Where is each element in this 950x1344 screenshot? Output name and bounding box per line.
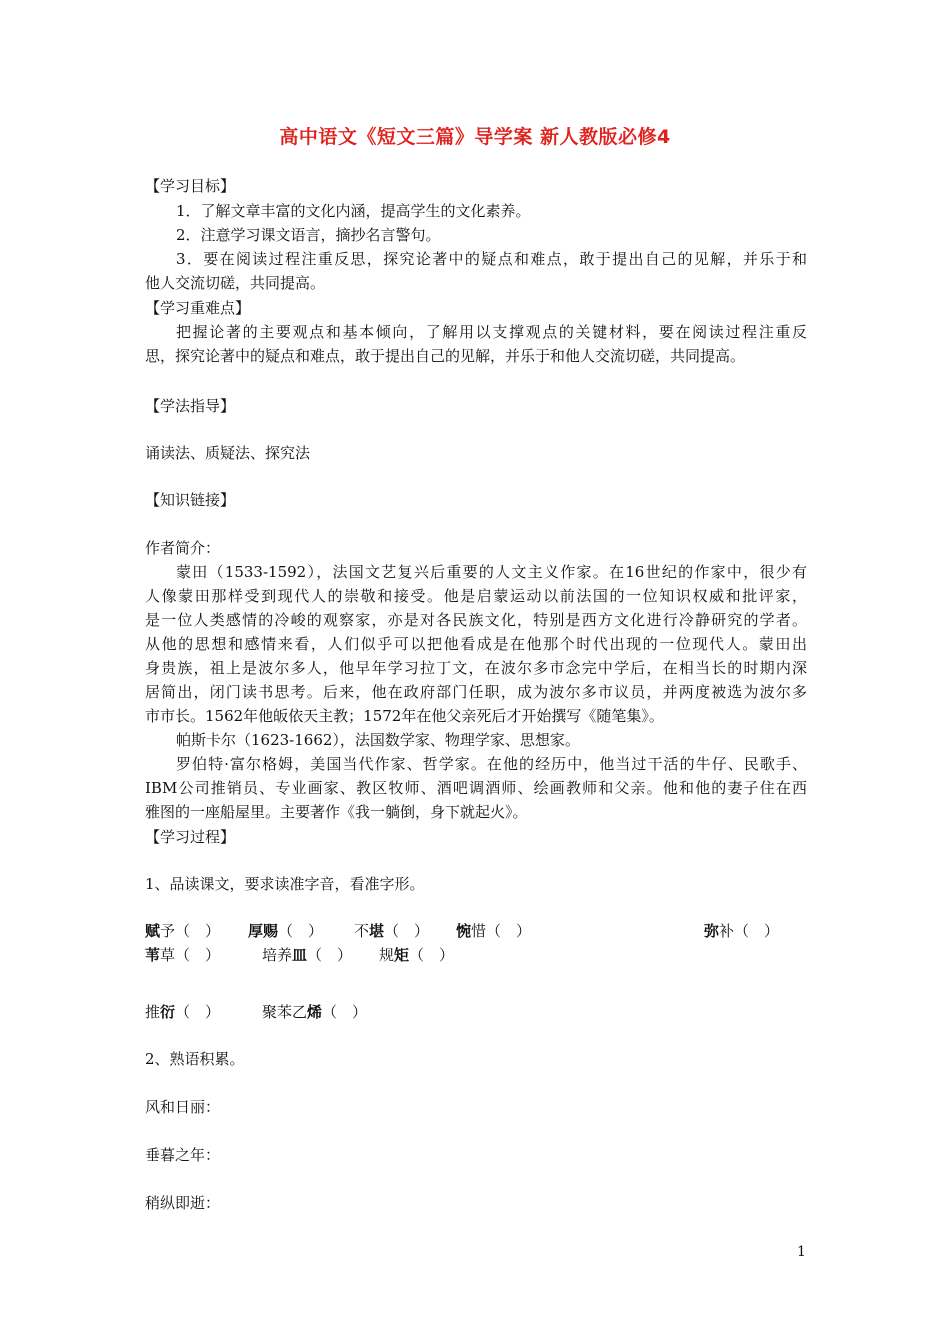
process-step-1: 1、品读课文，要求读准字音，看准字形。	[145, 875, 425, 893]
pronunciation-item: 推衍（ ）	[145, 1003, 221, 1021]
pronunciation-item: 聚苯乙烯（ ）	[262, 1003, 368, 1021]
pronunciation-item: 惋惜（ ）	[456, 922, 532, 940]
montaigne-paragraph-end: 市市长。1562年他皈依天主教；1572年在他父亲死后才开始撰写《随笔集》。	[145, 707, 664, 725]
pronunciation-item: 弥补（ ）	[704, 922, 780, 940]
key-points-text: 把握论著的主要观点和基本倾向，了解用以支撑观点的关键材料，要在阅读过程注重反	[176, 323, 807, 341]
montaigne-paragraph: 人像蒙田那样受到现代人的崇敬和接受。他是启蒙运动以前法国的一位知识权威和批评家， 是一位人类感情的冷峻的观察家，亦是对各民族文化，特别是西方文化进行冷静研究的学者。 从他的思想和感情来看，人们似乎可以把他看成是在他那个时代出现的一位现代人。蒙田出 身贵族，祖上是波尔多人，他早年学习拉丁文，在波尔多市念完中学后，在相当长的时期内深 居简出，闭门读书思考。后来，他在政府部门任职，成为波尔多市议员，并两度被选为波尔多	[145, 587, 807, 701]
idiom-item: 风和日丽：	[145, 1098, 221, 1116]
pascal-intro: 帕斯卡尔（1623-1662），法国数学家、物理学家、思想家。	[176, 731, 580, 749]
document-title: 高中语文《短文三篇》导学案 新人教版必修4	[279, 126, 671, 148]
section-heading-key-points: 【学习重难点】	[145, 299, 251, 317]
pronunciation-row-2	[145, 943, 807, 967]
pronunciation-row-3	[145, 1000, 807, 1024]
montaigne-paragraph: 蒙田（1533-1592），法国文艺复兴后重要的人文主义作家。在16世纪的作家中，很少有	[176, 563, 807, 581]
pronunciation-item: 厚赐（ ）	[248, 922, 324, 940]
pronunciation-row-1	[145, 919, 807, 943]
fulghum-paragraph: IBM公司推销员、专业画家、教区牧师、酒吧调酒师、绘画教师和父亲。他和他的妻子住在西	[145, 779, 807, 797]
section-heading-method: 【学法指导】	[145, 397, 236, 415]
author-intro-label: 作者简介：	[145, 539, 221, 557]
process-step-2: 2、熟语积累。	[145, 1050, 245, 1068]
key-points-text-continued: 思，探究论著中的疑点和难点，敢于提出自己的见解，并乐于和他人交流切磋，共同提高。	[145, 347, 746, 365]
objective-item: 1．了解文章丰富的文化内涵，提高学生的文化素养。	[176, 202, 531, 220]
fulghum-paragraph: 罗伯特·富尔格姆，美国当代作家、哲学家。在他的经历中，他当过干活的牛仔、民歌手、	[176, 755, 807, 773]
pronunciation-item: 培养皿（ ）	[262, 946, 353, 964]
idiom-item: 垂暮之年：	[145, 1146, 221, 1164]
section-heading-knowledge: 【知识链接】	[145, 491, 236, 509]
pronunciation-item: 赋予（ ）	[145, 922, 221, 940]
pronunciation-item: 苇草（ ）	[145, 946, 221, 964]
objective-item: 2．注意学习课文语言，摘抄名言警句。	[176, 226, 441, 244]
pronunciation-item: 不堪（ ）	[354, 922, 430, 940]
objective-item: 3．要在阅读过程注重反思，探究论著中的疑点和难点，敢于提出自己的见解，并乐于和	[176, 250, 807, 268]
idiom-item: 稍纵即逝：	[145, 1194, 221, 1212]
section-heading-objectives: 【学习目标】	[145, 177, 236, 195]
page-number: 1	[797, 1244, 806, 1260]
section-heading-process: 【学习过程】	[145, 828, 236, 846]
pronunciation-item: 规矩（ ）	[379, 946, 455, 964]
fulghum-paragraph-end: 雅图的一座船屋里。主要著作《我一躺倒，身下就起火》。	[145, 803, 528, 821]
method-text: 诵读法、质疑法、探究法	[145, 444, 311, 462]
objective-item-continued: 他人交流切磋，共同提高。	[145, 274, 326, 292]
